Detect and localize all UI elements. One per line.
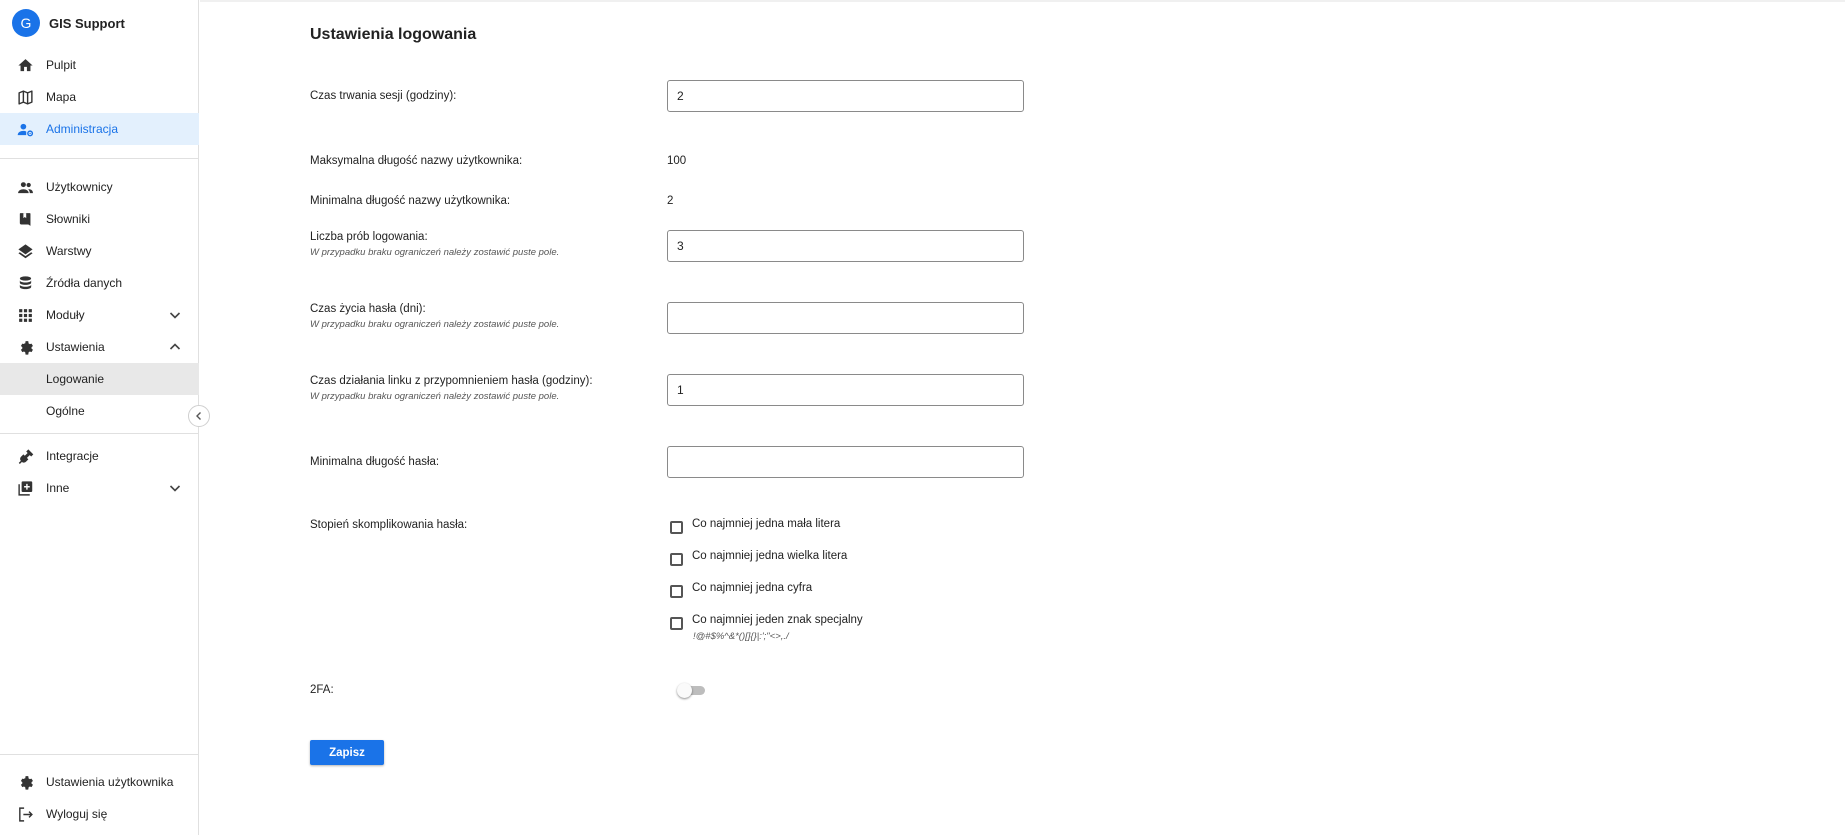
sidebar-item-slowniki[interactable] <box>0 203 199 235</box>
min-username-label: Minimalna długość nazwy użytkownika: <box>310 195 511 207</box>
max-username-value: 100 <box>667 155 687 167</box>
sidebar-item-warstwy[interactable] <box>0 235 199 267</box>
reminder-link-hint: W przypadku braku ograniczeń należy zostawić puste pole. <box>310 391 560 402</box>
sidebar-item-label: Słowniki <box>46 212 91 226</box>
session-time-input[interactable] <box>667 80 1024 112</box>
sidebar-item-user-settings[interactable] <box>0 766 199 798</box>
checkbox[interactable] <box>670 553 683 566</box>
chevron-down-icon <box>169 309 181 321</box>
sidebar-item-label: Ustawienia użytkownika <box>46 775 174 789</box>
sidebar-item-label: Moduły <box>46 308 85 322</box>
avatar[interactable]: G <box>12 9 40 37</box>
sidebar-item-mapa[interactable] <box>0 81 199 113</box>
sidebar-item-moduly[interactable] <box>0 299 199 331</box>
sidebar-item-label: Warstwy <box>46 244 92 258</box>
sidebar-item-zrodla-danych[interactable] <box>0 267 199 299</box>
admin-user-gear-icon <box>17 121 34 138</box>
checkbox-label: Co najmniej jedna wielka litera <box>692 550 848 562</box>
complexity-option-lowercase[interactable] <box>667 518 840 538</box>
min-username-value: 2 <box>667 195 674 207</box>
sidebar-item-label: Administracja <box>46 122 119 136</box>
gear-icon <box>17 774 34 791</box>
sidebar-divider <box>0 754 199 755</box>
checkbox[interactable] <box>670 617 683 630</box>
home-icon <box>17 57 34 74</box>
toggle-thumb <box>677 683 692 698</box>
sidebar-item-ustawienia[interactable] <box>0 331 199 363</box>
top-divider <box>200 0 1845 2</box>
sidebar-item-label: Logowanie <box>46 372 105 386</box>
sidebar-item-logout[interactable] <box>0 798 199 830</box>
sidebar-item-label: Mapa <box>46 90 77 104</box>
twofa-label: 2FA: <box>310 684 334 696</box>
sidebar-item-label: Źródła danych <box>46 276 123 290</box>
max-username-label: Maksymalna długość nazwy użytkownika: <box>310 155 523 167</box>
plug-icon <box>17 448 34 465</box>
sidebar-item-label: Ustawienia <box>46 340 105 354</box>
add-box-icon <box>17 480 34 497</box>
sidebar-collapse-button[interactable] <box>188 405 210 427</box>
login-attempts-input[interactable] <box>667 230 1024 262</box>
checkbox[interactable] <box>670 521 683 534</box>
sidebar <box>0 0 199 835</box>
complexity-label: Stopień skomplikowania hasła: <box>310 519 468 531</box>
database-icon <box>17 275 34 292</box>
logout-icon <box>17 806 34 823</box>
grid-icon <box>17 307 34 324</box>
sidebar-subitem-logowanie[interactable] <box>0 363 199 395</box>
gear-icon <box>17 339 34 356</box>
sidebar-item-label: Integracje <box>46 449 99 463</box>
sidebar-item-label: Pulpit <box>46 58 77 72</box>
reminder-link-input[interactable] <box>667 374 1024 406</box>
checkbox[interactable] <box>670 585 683 598</box>
dictionary-icon <box>17 211 34 228</box>
map-icon <box>17 89 34 106</box>
sidebar-item-label: Inne <box>46 481 70 495</box>
chevron-down-icon <box>169 482 181 494</box>
chevron-left-icon <box>194 411 204 421</box>
login-attempts-hint: W przypadku braku ograniczeń należy zostawić puste pole. <box>310 247 560 258</box>
checkbox-label: Co najmniej jedna cyfra <box>692 582 813 594</box>
brand-name: GIS Support <box>49 15 125 31</box>
sidebar-item-label: Wyloguj się <box>46 807 108 821</box>
min-password-label: Minimalna długość hasła: <box>310 456 440 468</box>
checkbox-label: Co najmniej jedna mała litera <box>692 518 841 530</box>
sidebar-item-inne[interactable] <box>0 472 199 504</box>
session-time-label: Czas trwania sesji (godziny): <box>310 90 457 102</box>
sidebar-item-uzytkownicy[interactable] <box>0 171 199 203</box>
sidebar-divider <box>0 433 199 434</box>
password-life-input[interactable] <box>667 302 1024 334</box>
twofa-toggle[interactable] <box>677 683 705 697</box>
users-icon <box>17 179 34 196</box>
sidebar-subitem-ogolne[interactable] <box>0 395 199 427</box>
reminder-link-label: Czas działania linku z przypomnieniem hasła (godziny): <box>310 375 593 387</box>
sidebar-item-pulpit[interactable] <box>0 49 199 81</box>
password-life-label: Czas życia hasła (dni): <box>310 303 426 315</box>
login-attempts-label: Liczba prób logowania: <box>310 231 428 243</box>
sidebar-item-administracja[interactable] <box>0 113 199 145</box>
page-title: Ustawienia logowania <box>310 26 477 43</box>
complexity-option-uppercase[interactable] <box>667 550 847 570</box>
sidebar-item-label: Ogólne <box>46 404 85 418</box>
sidebar-divider <box>0 158 199 159</box>
layers-icon <box>17 243 34 260</box>
complexity-option-digit[interactable] <box>667 582 812 602</box>
save-button[interactable]: Zapisz <box>310 740 384 765</box>
chevron-up-icon <box>169 341 181 353</box>
brand <box>12 9 125 37</box>
sidebar-item-integracje[interactable] <box>0 440 199 472</box>
password-life-hint: W przypadku braku ograniczeń należy zostawić puste pole. <box>310 319 560 330</box>
sidebar-item-label: Użytkownicy <box>46 180 113 194</box>
special-chars-hint: !@#$%^&*()[]{}|:';"<>,./ <box>693 631 789 642</box>
checkbox-label: Co najmniej jeden znak specjalny <box>692 614 863 626</box>
min-password-input[interactable] <box>667 446 1024 478</box>
